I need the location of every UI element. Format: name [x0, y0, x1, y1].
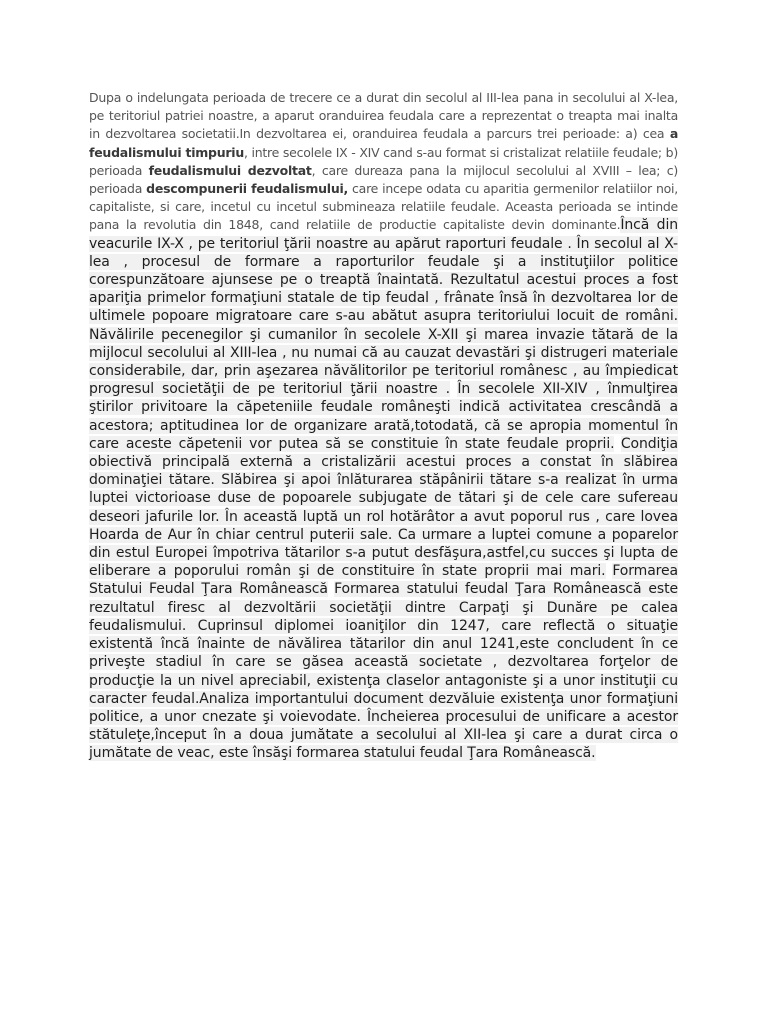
intro-text-2: , intre secolele IX - XIV cand s-au format si cristalizat relatiile feudale; b) perioada	[89, 144, 678, 178]
section-heading: Formarea Statului Feudal Ţara Românească	[89, 563, 679, 598]
highlighted-paragraph-tatar-decline: Condiţia obiectivă principală externă a cristalizării acestui proces a constat în slăbirea dominaţiei tătare. Slăbirea şi apoi înlăturarea stăpânirii tătare s-a realizat în urma luptei victorioase duse de popoarele subjugate de tătari şi de cele care sufereau deseori jafurile lor. În această luptă un rol hotărâtor a avut poporul rus , care lovea Hoarda de Aur în chiar centrul puterii sale. Ca urmare a luptei comune a poparelor din estul Europei împotriva tătarilor s-a putut desfăşura,astfel,cu succes şi lupta de eliberare a poporului român şi de constituire în state proprii mai mari.	[89, 435, 678, 580]
highlighted-paragraph-leaders: În secolele XII-XIV , înmulţirea ştirilor privitoare la căpeteniile feudale româneşti indică activitatea crescândă a acestora; aptitudinea lor de organizare arată,totodată, că se apropia momentul în care aceste căpetenii vor putea să se constituie în state feudale proprii.	[89, 381, 678, 452]
intro-text-4: care incepe odata cu aparitia germenilor relatiilor noi, capitaliste, si care, incetul cu incetul submineaza relatiile feudale. Aceasta perioada se intinde pana la revolutia din 1848, cand relatiile de productie capitaliste devin dominante.	[89, 181, 678, 233]
bold-term-developed-feudalism: feudalismului dezvoltat	[148, 162, 312, 178]
intro-text-3: , care dureaza pana la mijlocul secolului al XVIII – lea; c) perioada	[89, 162, 678, 197]
highlighted-paragraph-origins: Încă din veacurile IX-X , pe teritoriul ţării noastre au apărut raporturi feudale . În secolul al X-lea , procesul de formare a raporturilor feudale şi a instituţiilor politice corespunzătoare ajunsese pe o treaptă înaintată. Rezultatul acestui proces a fost apariţia primelor formaţiuni statale de tip feudal , frânate însă în dezvoltarea lor de ultimele popoare migratoare care s-au abătut asupra teritoriului locuit de români. Năvălirile pecenegilor şi cumanilor în secolele X-XII şi marea invazie tătară de la mijlocul secolului al XIII-lea , nu numai că au cauzat devastări şi distrugeri materiale considerabile, dar, prin aşezarea năvălitorilor pe teritoriul românesc , au împiedicat progresul societăţii de pe teritoriul ţării noastre .	[89, 217, 679, 398]
intro-text: Dupa o indelungata perioada de trecere ce a durat din secolul al III-lea pana in secolului al X-lea, pe teritoriul patriei noastre, a aparut oranduirea feudala care a reprezentat o treapta mai inalta in dezvoltarea societatii.In dezvoltarea ei, oranduirea feudala a parcurs trei perioade: a) cea	[89, 90, 678, 142]
bold-term-decomposition: descompunerii feudalismului,	[146, 181, 349, 197]
highlighted-paragraph-formation: Formarea statului feudal Ţara Românească este rezultatul firesc al dezvoltării societăţii dintre Carpaţi şi Dunăre pe calea feudalismului. Cuprinsul diplomei ioaniţilor din 1247, care reflectă o situaţie existentă încă înainte de năvălirea tătarilor din anul 1241,este concludent în ce priveşte stadiul în care se găsea această societate , dezvoltarea forţelor de producţie la un nivel apreciabil, existenţa claselor antagoniste şi a unor instituţii cu caracter feudal.Analiza importantului document dezvăluie existenţa unor formaţiuni politice, a unor cnezate şi voievodate. Încheierea procesului de unificare a acestor stătuleţe,început în a doua jumătate a secolului al XII-lea şi care a durat circa o jumătate de veac, este însăşi formarea statului feudal Ţara Românească.	[89, 581, 678, 762]
document-body	[89, 89, 678, 763]
document-page	[89, 89, 678, 763]
bold-term-early-feudalism: a feudalismului timpuriu	[89, 126, 678, 160]
